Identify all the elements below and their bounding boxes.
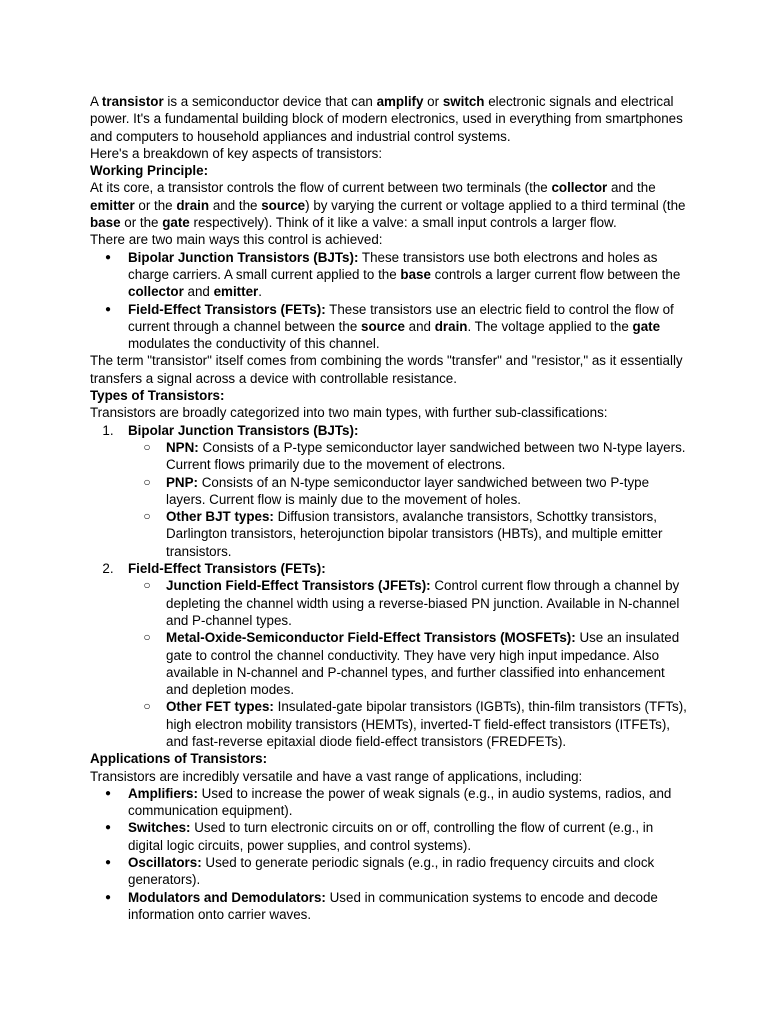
application-item-amplifiers bbox=[90, 785, 690, 820]
subtype-item-pnp bbox=[90, 474, 690, 509]
bold-term: Switches: bbox=[128, 820, 191, 836]
applications-intro: Transistors are incredibly versatile and have a vast range of applications, including: bbox=[90, 768, 583, 784]
bold-term: Junction Field-Effect Transistors (JFETs): bbox=[166, 578, 431, 594]
bold-term: source bbox=[361, 318, 405, 334]
bold-term: Metal-Oxide-Semiconductor Field-Effect Transistors (MOSFETs): bbox=[166, 630, 576, 646]
bold-term: switch bbox=[442, 94, 485, 109]
text-run: Diffusion transistors, avalanche transistors, Schottky transistors, Darlington transistors, heterojunction bipolar transistors (HBTs), and multiple emitter transistors. bbox=[166, 509, 663, 559]
subtype-item-other-fet bbox=[90, 698, 690, 750]
control-ways-list bbox=[90, 249, 690, 353]
list-item-fet bbox=[90, 301, 690, 353]
application-text bbox=[128, 820, 653, 852]
text-run: These transistors use both electrons and holes as charge carriers. A small current applied to the bbox=[128, 249, 658, 282]
subtype-item-jfet bbox=[90, 577, 690, 629]
bold-term: Field-Effect Transistors (FETs): bbox=[128, 301, 326, 317]
bold-term: PNP: bbox=[166, 474, 198, 490]
text-run: or the bbox=[134, 197, 177, 213]
text-run: and the bbox=[209, 197, 262, 213]
types-heading: Types of Transistors: bbox=[90, 388, 225, 404]
bold-term: gate bbox=[162, 215, 190, 231]
working-principle-paragraph bbox=[90, 179, 690, 231]
type-label: Bipolar Junction Transistors (BJTs): bbox=[128, 422, 359, 438]
application-text bbox=[128, 786, 671, 818]
working-principle-heading: Working Principle: bbox=[90, 163, 209, 179]
text-run: Consists of a P-type semiconductor layer sandwiched between two N-type layers. Current flows primarily due to the movement of electrons. bbox=[166, 439, 686, 473]
application-text bbox=[128, 890, 658, 922]
bold-term: Amplifiers: bbox=[128, 785, 198, 801]
text-run: respectively). Think of it like a valve: a small input controls a larger flow. bbox=[189, 215, 617, 231]
text-run: and bbox=[404, 318, 435, 334]
application-item-modulators bbox=[90, 889, 690, 924]
text-run: and bbox=[183, 284, 214, 300]
list-number: 1. bbox=[102, 422, 114, 438]
subtype-text bbox=[166, 440, 686, 472]
text-run: . bbox=[258, 284, 262, 300]
types-intro: Transistors are broadly categorized into two main types, with further sub-classifications: bbox=[90, 405, 608, 421]
applications-heading: Applications of Transistors: bbox=[90, 751, 268, 767]
subtype-item-other-bjt bbox=[90, 508, 690, 560]
text-run: A bbox=[90, 94, 102, 109]
bold-term: amplify bbox=[376, 94, 424, 109]
text-run: Used to generate periodic signals (e.g., in radio frequency circuits and clock generators). bbox=[128, 855, 655, 888]
bold-term: collector bbox=[551, 180, 608, 196]
bold-term: NPN: bbox=[166, 439, 199, 455]
list-item-text bbox=[128, 302, 674, 352]
text-run: Used to increase the power of weak signals (e.g., in audio systems, radios, and communication equipment). bbox=[128, 785, 672, 819]
application-item-oscillators bbox=[90, 854, 690, 889]
text-run: Used to turn electronic circuits on or off, controlling the flow of current (e.g., in digital logic circuits, power supplies, and control systems). bbox=[128, 820, 654, 853]
list-item-bjt bbox=[90, 249, 690, 301]
application-text bbox=[128, 855, 654, 887]
term-origin-paragraph: The term "transistor" itself comes from combining the words "transfer" and "resistor," as it essentially transfers a signal across a device with controllable resistance. bbox=[90, 353, 683, 386]
list-item-text bbox=[128, 250, 680, 300]
subtype-text bbox=[166, 699, 687, 749]
type-label: Field-Effect Transistors (FETs): bbox=[128, 561, 326, 577]
text-run: These transistors use an electric field to control the flow of current through a channel between the bbox=[128, 301, 674, 334]
document-body bbox=[90, 93, 690, 923]
text-run: Use an insulated gate to control the channel conductivity. They have very high input impedance. Also available in N-channel and P-channel types, and further classified into enhancement and depletion modes. bbox=[166, 630, 680, 698]
sub-bullet-marker: ○ bbox=[143, 474, 151, 489]
bold-term: Other BJT types: bbox=[166, 509, 274, 525]
bullet-marker: ● bbox=[104, 822, 112, 834]
text-run: Insulated-gate bipolar transistors (IGBTs), thin-film transistors (TFTs), high electron mobility transistors (HEMTs), inverted-T field-effect transistors (ITFETs), and fast-reverse epitaxial diode field-effect transistors (FREDFETs). bbox=[166, 699, 687, 749]
text-run: ) by varying the current or voltage applied to a third terminal (the bbox=[305, 197, 686, 213]
breakdown-line: Here's a breakdown of key aspects of transistors: bbox=[90, 145, 383, 161]
bold-term: Bipolar Junction Transistors (BJTs): bbox=[128, 249, 359, 265]
text-run: . The voltage applied to the bbox=[467, 318, 633, 334]
bold-term: Other FET types: bbox=[166, 699, 274, 715]
sub-bullet-marker: ○ bbox=[143, 630, 151, 645]
text-run: controls a larger current flow between the bbox=[430, 266, 681, 282]
bold-term: source bbox=[261, 197, 306, 213]
bullet-marker: ● bbox=[104, 787, 112, 799]
bold-term: collector bbox=[128, 284, 184, 300]
bold-term: drain bbox=[176, 197, 210, 213]
text-run: or bbox=[423, 94, 443, 109]
text-run: modulates the conductivity of this channel. bbox=[128, 336, 380, 352]
subtype-text bbox=[166, 509, 662, 559]
text-run: Used in communication systems to encode and decode information onto carrier waves. bbox=[128, 889, 658, 922]
sub-bullet-marker: ○ bbox=[143, 699, 151, 714]
subtype-text bbox=[166, 630, 679, 697]
text-run: or the bbox=[120, 215, 163, 231]
subtype-text bbox=[166, 475, 649, 507]
subtype-text bbox=[166, 578, 679, 628]
application-item-switches bbox=[90, 819, 690, 854]
sub-bullet-marker: ○ bbox=[143, 578, 151, 593]
sub-bullet-marker: ○ bbox=[143, 439, 151, 454]
control-ways-lead: There are two main ways this control is achieved: bbox=[90, 232, 383, 248]
type-item-fet bbox=[90, 560, 690, 577]
bullet-marker: ● bbox=[104, 303, 112, 315]
bold-term: base bbox=[90, 215, 121, 231]
intro-paragraph bbox=[90, 93, 690, 145]
bold-term: emitter bbox=[90, 197, 135, 213]
bold-term: gate bbox=[632, 318, 661, 334]
bullet-marker: ● bbox=[104, 857, 112, 869]
bold-term: drain bbox=[434, 318, 468, 334]
bold-term: Modulators and Demodulators: bbox=[128, 889, 326, 905]
subtype-item-npn bbox=[90, 439, 690, 474]
text-run: Consists of an N-type semiconductor layer sandwiched between two P-type layers. Current flow is mainly due to the movement of holes. bbox=[166, 474, 650, 507]
text-run: is a semiconductor device that can bbox=[163, 94, 377, 109]
bold-term: base bbox=[400, 266, 431, 282]
text-run: Control current flow through a channel by depleting the channel width using a reverse-biased PN junction. Available in N-channel and P-channel types. bbox=[166, 578, 680, 628]
applications-list bbox=[90, 785, 690, 923]
text-run: At its core, a transistor controls the flow of current between two terminals (the bbox=[90, 180, 552, 196]
type-item-bjt bbox=[90, 422, 690, 439]
sub-bullet-marker: ○ bbox=[143, 509, 151, 524]
bullet-marker: ● bbox=[104, 251, 112, 263]
types-list bbox=[90, 422, 690, 751]
list-number: 2. bbox=[102, 561, 114, 577]
bold-term: transistor bbox=[101, 94, 164, 109]
bold-term: Oscillators: bbox=[128, 855, 202, 871]
subtype-item-mosfet bbox=[90, 629, 690, 698]
bold-term: emitter bbox=[213, 284, 259, 300]
bullet-marker: ● bbox=[104, 891, 112, 903]
text-run: and the bbox=[607, 180, 656, 196]
text-run: electronic signals and electrical power. It's a fundamental building block of modern electronics, used in everything from smartphones and computers to household appliances and industrial control systems. bbox=[90, 94, 683, 144]
